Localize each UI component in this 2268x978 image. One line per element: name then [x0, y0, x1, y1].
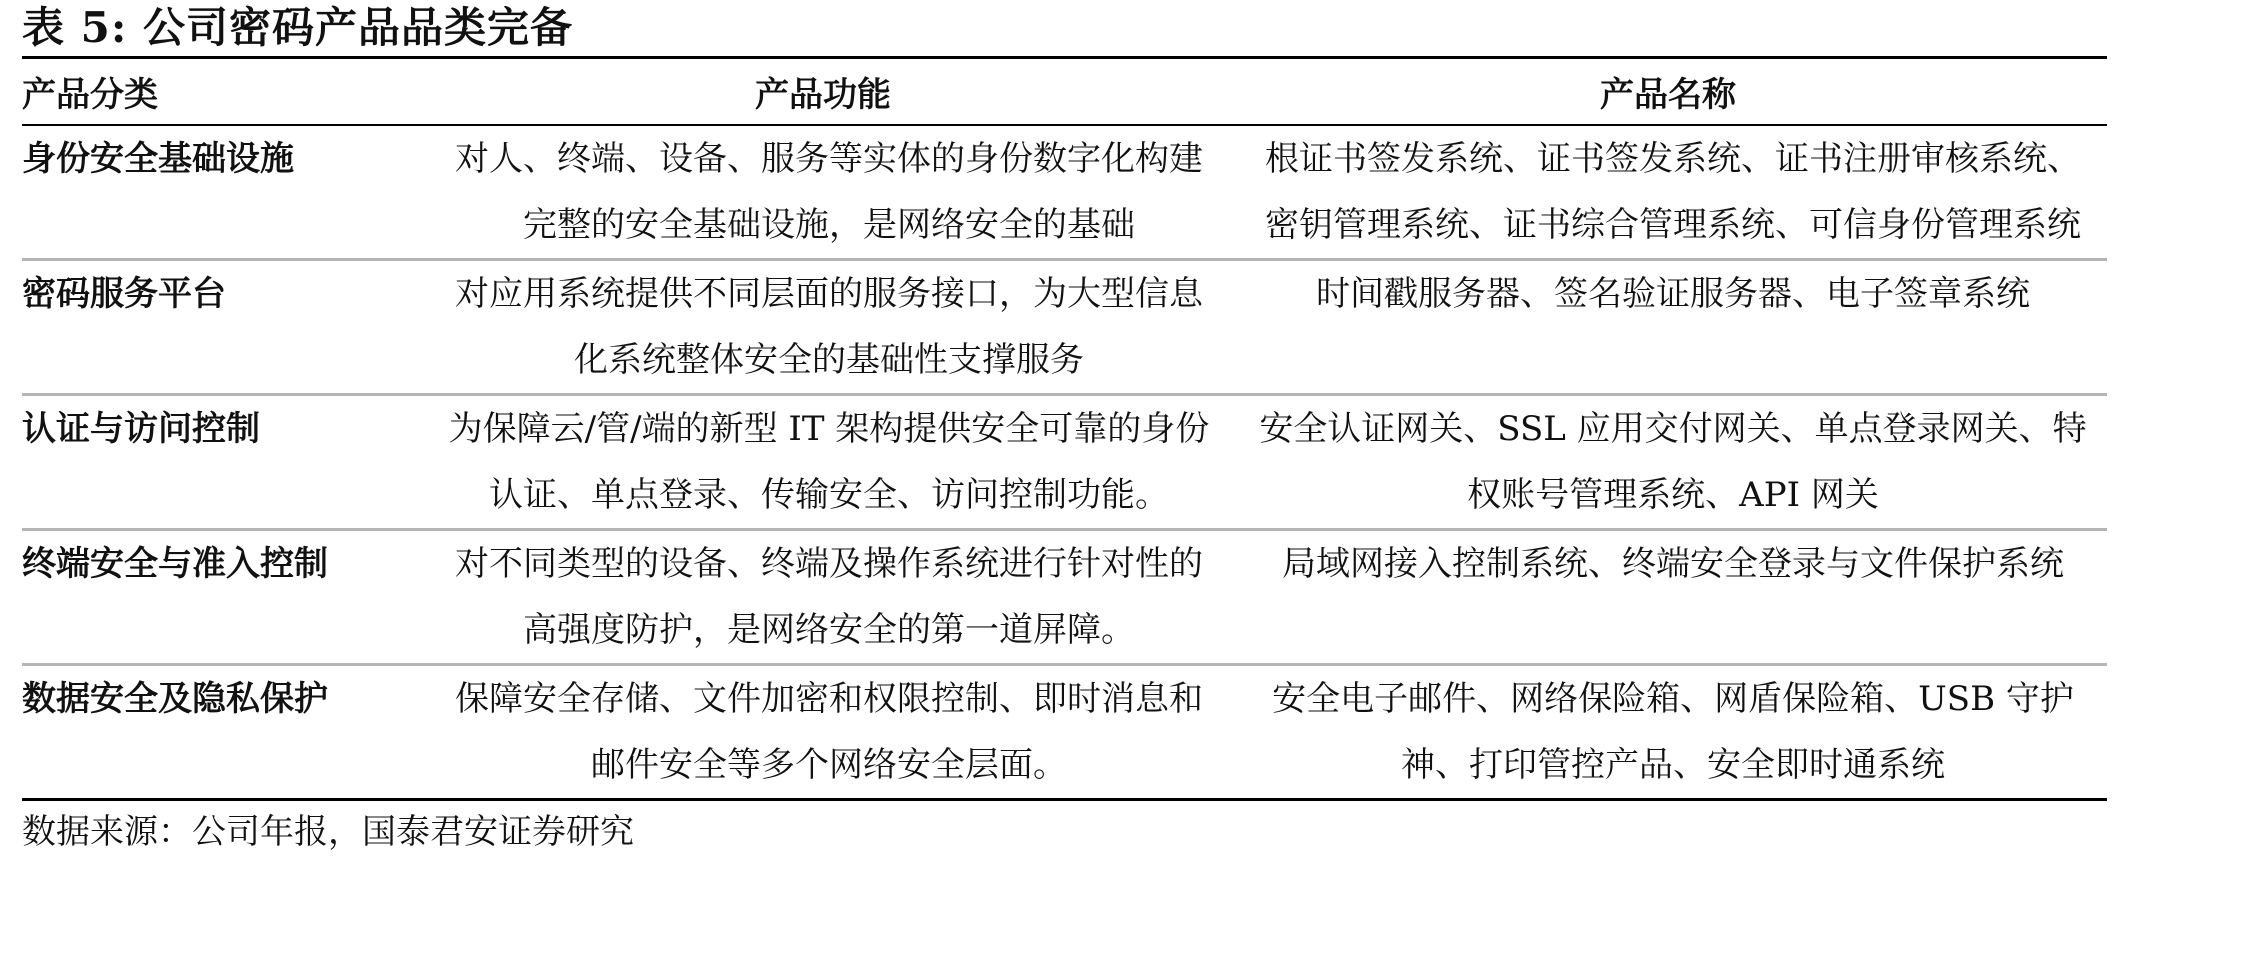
table-row: [22, 260, 2107, 395]
header-function: 产品功能: [417, 58, 1229, 126]
row-function: 对人、终端、设备、服务等实体的身份数字化构建完整的安全基础设施，是网络安全的基础: [455, 139, 1203, 245]
row-products: 局域网接入控制系统、终端安全登录与文件保护系统: [1229, 530, 2107, 665]
document-page: [22, 0, 2107, 863]
table-title: 表 5: 公司密码产品品类完备: [22, 3, 573, 52]
row-function: 对不同类型的设备、终端及操作系统进行针对性的高强度防护，是网络安全的第一道屏障。: [417, 530, 1229, 665]
row-category: 密码服务平台: [22, 260, 417, 395]
header-category: 产品分类: [22, 58, 417, 126]
table-row: [22, 665, 2107, 800]
source-note: 数据来源：公司年报，国泰君安证券研究: [22, 812, 634, 852]
table-header-row: [22, 58, 2107, 126]
row-products: 安全电子邮件、网络保险箱、网盾保险箱、USB 守护神、打印管控产品、安全即时通系统: [1229, 665, 2107, 800]
table-row: [22, 395, 2107, 530]
row-category: 数据安全及隐私保护: [22, 665, 417, 800]
row-function: 保障安全存储、文件加密和权限控制、即时消息和邮件安全等多个网络安全层面。: [417, 665, 1229, 800]
row-function: 对应用系统提供不同层面的服务接口，为大型信息化系统整体安全的基础性支撑服务: [417, 260, 1229, 395]
row-category: 认证与访问控制: [22, 395, 417, 530]
product-table: [22, 56, 2107, 801]
header-products: 产品名称: [1229, 58, 2107, 126]
row-products: 根证书签发系统、证书签发系统、证书注册审核系统、密钥管理系统、证书综合管理系统、可信身份管理系统: [1265, 139, 2081, 245]
row-products: 时间戳服务器、签名验证服务器、电子签章系统: [1229, 260, 2107, 395]
row-function: 为保障云/管/端的新型 IT 架构提供安全可靠的身份认证、单点登录、传输安全、访问控制功能。: [417, 395, 1229, 530]
row-products: 安全认证网关、SSL 应用交付网关、单点登录网关、特权账号管理系统、API 网关: [1229, 395, 2107, 530]
table-row: [22, 125, 2107, 260]
table-row: [22, 530, 2107, 665]
row-category: 身份安全基础设施: [22, 139, 294, 179]
row-category: 终端安全与准入控制: [22, 530, 417, 665]
